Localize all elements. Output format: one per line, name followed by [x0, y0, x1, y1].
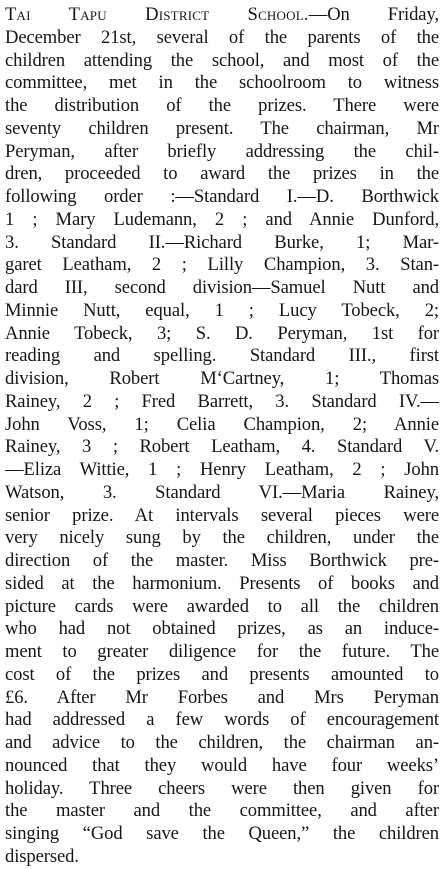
article-line-2: December 21st, several of the parents of the	[5, 26, 439, 48]
article-line-8: dren, proceeded to award the prizes in the	[5, 163, 439, 185]
article-line-11: 3. Standard II.—Richard Burke, 1; Mar-	[5, 231, 439, 253]
article-line-37: singing “God save the Queen,” the children	[5, 823, 439, 844]
article-title: Tai Tapu District School.	[5, 4, 309, 25]
article-line-17: division, Robert M‘Cartney, 1; Thomas	[5, 368, 439, 389]
article-line-27: picture cards were awarded to all the children	[5, 595, 439, 617]
article-line-3: children attending the school, and most of the	[5, 49, 439, 71]
article-line-15: Annie Tobeck, 3; S. D. Peryman, 1st for	[5, 322, 439, 344]
article-line-29: ment to greater diligence for the future. The	[5, 641, 439, 662]
article-line-14: Minnie Nutt, equal, 1 ; Lucy Tobeck, 2;	[5, 299, 439, 321]
article-line-24: very nicely sung by the children, under the	[5, 527, 439, 549]
article-line-19: John Voss, 1; Celia Champion, 2; Annie	[5, 413, 439, 435]
article-line-23: senior prize. At intervals several pieces were	[5, 504, 439, 526]
article-line-12: garet Leatham, 2 ; Lilly Champion, 3. Stan-	[5, 254, 439, 276]
article-line-30: cost of the prizes and presents amounted to	[5, 663, 439, 685]
article-line-28: who had not obtained prizes, as an induce-	[5, 618, 439, 640]
article-line-1	[5, 4, 439, 27]
article-line-20: Rainey, 3 ; Robert Leatham, 4. Standard V.	[5, 436, 439, 458]
article-line-22: Watson, 3. Standard VI.—Maria Rainey,	[5, 481, 439, 503]
article-line-18: Rainey, 2 ; Fred Barrett, 3. Standard IV.—	[5, 390, 439, 412]
article-line-6: seventy children present. The chairman, Mr	[5, 117, 439, 139]
article-line-5: the distribution of the prizes. There were	[5, 95, 439, 116]
article-line-7: Peryman, after briefly addressing the chil-	[5, 140, 439, 162]
article-line-32: had addressed a few words of encouragement	[5, 709, 439, 731]
article-line-31: £6. After Mr Forbes and Mrs Peryman	[5, 686, 439, 708]
article-line-16: reading and spelling. Standard III., first	[5, 345, 439, 367]
article-line-10: 1 ; Mary Ludemann, 2 ; and Annie Dunford,	[5, 208, 439, 230]
article-line-21: —Eliza Wittie, 1 ; Henry Leatham, 2 ; John	[5, 459, 439, 480]
article-line-4: committee, met in the schoolroom to witness	[5, 72, 439, 94]
article-line-35: holiday. Three cheers were then given for	[5, 777, 439, 799]
article-line-34: nounced that they would have four weeks’	[5, 754, 439, 776]
article-line-26: sided at the harmonium. Presents of books and	[5, 572, 439, 594]
article-line-9: following order :—Standard I.—D. Borthwick	[5, 186, 439, 207]
article-line-38: dispersed.	[5, 845, 79, 867]
article-line-25: direction of the master. Miss Borthwick pre-	[5, 550, 439, 571]
article-line-33: and advice to the children, the chairman an-	[5, 732, 439, 753]
article-line-36: the master and the committee, and after	[5, 800, 439, 822]
article-line-13: dard III, second division—Samuel Nutt and	[5, 277, 439, 298]
article-line-1-text: —On Friday,	[308, 4, 440, 25]
